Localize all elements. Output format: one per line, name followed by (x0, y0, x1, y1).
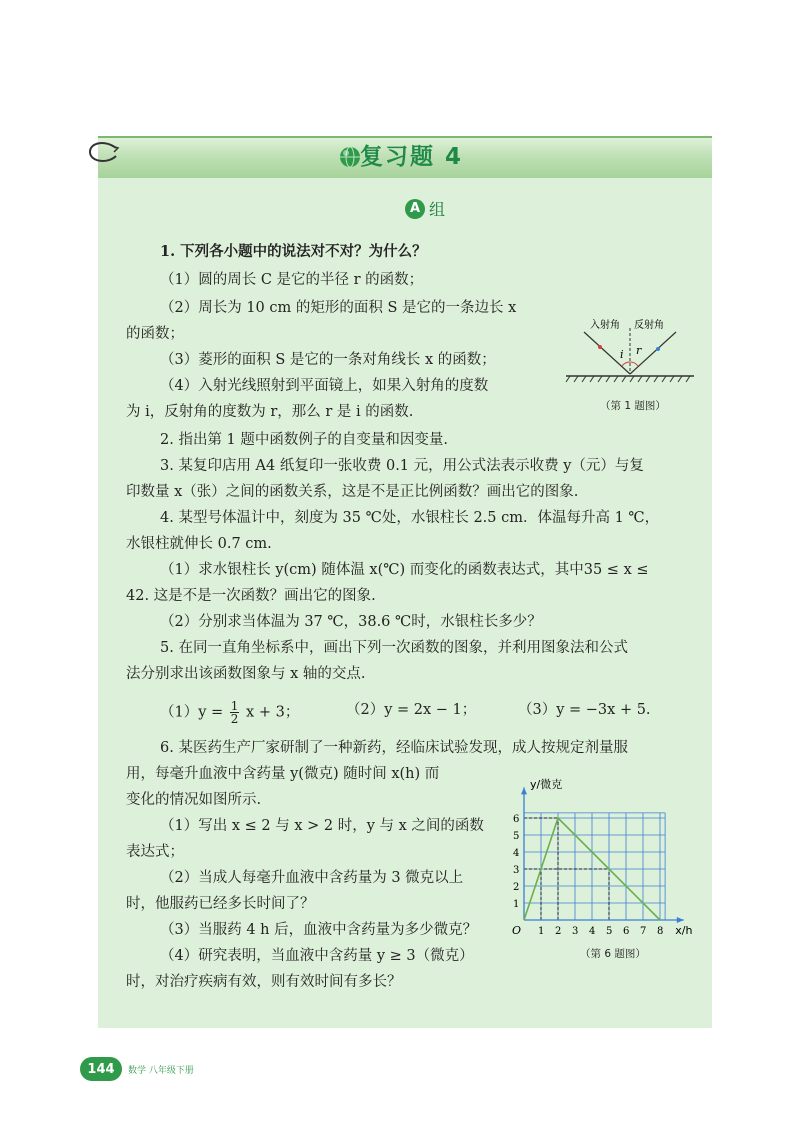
angle-i-label: i (620, 348, 624, 361)
group-badge: A (405, 199, 425, 219)
page-number-badge: 144 (80, 1057, 122, 1081)
chart-y-label: y/微克 (530, 778, 563, 791)
q6-part1a: （1）写出 x ≤ 2 与 x > 2 时，y 与 x 之间的函数 (160, 818, 484, 834)
reflection-diagram (560, 314, 700, 390)
fig6-caption: （第 6 题图） (580, 948, 646, 960)
incident-angle-label: 入射角 (590, 320, 620, 331)
fraction-denominator: 2 (230, 712, 239, 726)
fraction-numerator: 1 (230, 699, 239, 713)
q5-formula1-prefix: （1）y = (160, 704, 224, 721)
q4-part1a: （1）求水银柱长 y(cm) 随体温 x(℃) 而变化的函数表达式，其中35 ≤ x ≤ (160, 562, 649, 578)
chart-ticks (513, 814, 663, 937)
q1-part4b: 为 i，反射角的度数为 r，那么 r 是 i 的函数. (126, 404, 414, 420)
q1-part4a: （4）入射光线照射到平面镜上，如果入射角的度数 (160, 378, 489, 394)
x-tick-label: 3 (572, 926, 579, 937)
q5-formula1-suffix: x + 3； (246, 704, 300, 721)
q5-formula1 (160, 700, 299, 725)
q5-line2: 法分别求出该函数图象与 x 轴的交点. (126, 666, 366, 682)
x-tick-label: 4 (589, 926, 596, 937)
y-tick-label: 5 (513, 831, 520, 842)
q4-line1: 4. 某型号体温计中，刻度为 35 ℃处，水银柱长 2.5 cm．体温每升高 1 ℃， (160, 510, 660, 526)
drug-concentration-chart (500, 770, 704, 942)
q3-line2: 印数量 x（张）之间的函数关系，这是不是正比例函数？画出它的图象. (126, 484, 579, 500)
fig1-caption: （第 1 题图） (600, 400, 666, 412)
x-tick-label: 5 (606, 926, 613, 937)
q1-part2a: （2）周长为 10 cm 的矩形的面积 S 是它的一条边长 x (160, 300, 517, 316)
group-label: 组 (429, 200, 446, 219)
y-tick-label: 3 (513, 865, 520, 876)
x-tick-label: 6 (623, 926, 630, 937)
q4-part2: （2）分别求当体温为 37 ℃，38.6 ℃时，水银柱长多少？ (160, 614, 542, 630)
y-tick-label: 6 (513, 814, 520, 825)
q6-part4a: （4）研究表明，当血液中含药量 y ≥ 3（微克） (160, 948, 474, 964)
group-heading (405, 197, 445, 220)
q1-part2b: 的函数； (126, 326, 184, 342)
q1-part1: （1）圆的周长 C 是它的半径 r 的函数； (160, 272, 424, 288)
page-curl-icon (86, 140, 122, 168)
angle-r-label: r (636, 344, 642, 357)
globe-icon (338, 145, 362, 169)
q6-part4b: 时，对治疗疾病有效，则有效时间有多长？ (126, 974, 402, 990)
incident-ray-dot (598, 345, 602, 349)
reflected-ray-dot (656, 347, 660, 351)
chart-origin-label: O (512, 924, 522, 937)
x-tick-label: 2 (555, 926, 562, 937)
q6-part2a: （2）当成人每毫升血液中含药量为 3 微克以上 (160, 870, 464, 886)
section-title: 复习题 4 (360, 144, 464, 170)
q6-part1b: 表达式； (126, 844, 184, 860)
q1-part3: （3）菱形的面积 S 是它的一条对角线长 x 的函数； (160, 352, 496, 368)
x-tick-label: 8 (657, 926, 664, 937)
chart-x-label: x/h (675, 924, 693, 937)
q3-line1: 3. 某复印店用 A4 纸复印一张收费 0.1 元，用公式法表示收费 y（元）与复 (160, 458, 644, 474)
q1-title: 1. 下列各小题中的说法对不对？为什么？ (160, 243, 427, 260)
q5-formula2: （2）y = 2x − 1； (346, 702, 477, 718)
x-tick-label: 7 (640, 926, 647, 937)
y-tick-label: 1 (513, 899, 520, 910)
q5-formula3: （3）y = −3x + 5. (518, 702, 651, 718)
q2-text: 2. 指出第 1 题中函数例子的自变量和因变量. (160, 432, 448, 448)
chart-guides (524, 818, 609, 920)
y-axis-arrow (521, 787, 527, 794)
q6-part3: （3）当服药 4 h 后，血液中含药量为多少微克？ (160, 922, 478, 938)
q6-part2b: 时，他服药已经多长时间了？ (126, 896, 315, 912)
q4-part1b: 42. 这是不是一次函数？画出它的图象. (126, 588, 376, 604)
q4-line2: 水银柱就伸长 0.7 cm. (126, 536, 272, 552)
q6-line1: 6. 某医药生产厂家研制了一种新药，经临床试验发现，成人按规定剂量服 (160, 740, 628, 756)
q5-line1: 5. 在同一直角坐标系中，画出下列一次函数的图象，并利用图象法和公式 (160, 640, 628, 656)
q6-line3: 变化的情况如图所示. (126, 792, 262, 808)
y-tick-label: 2 (513, 882, 520, 893)
x-axis-arrow (677, 917, 684, 923)
q6-line2: 用，每毫升血液中含药量 y(微克) 随时间 x(h) 而 (126, 766, 440, 782)
book-title: 数学 八年级下册 (128, 1066, 194, 1076)
mirror-hatching (566, 376, 690, 382)
reflect-angle-label: 反射角 (634, 320, 664, 331)
fraction-one-half (230, 700, 240, 725)
x-tick-label: 1 (538, 926, 545, 937)
y-tick-label: 4 (513, 848, 520, 859)
